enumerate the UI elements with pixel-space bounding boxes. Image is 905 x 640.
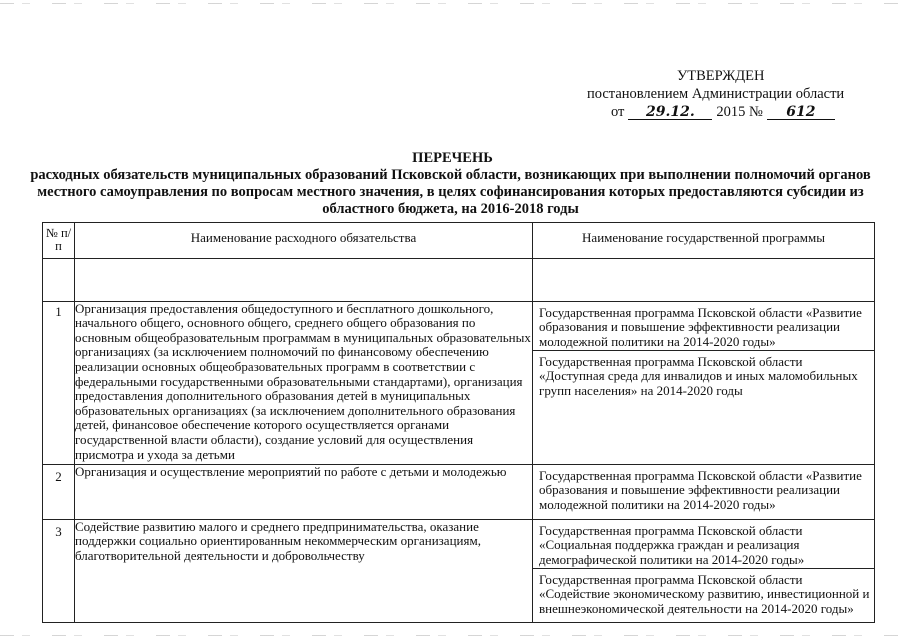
date-prefix: от <box>611 104 625 120</box>
document-subtitle: расходных обязательств муниципальных образований Псковской области, возникающих при выполнении полномочий органов местного самоуправления по вопросам местного значения, в целях софинансирования которых предоставляются субсидии из областного бюджета, на 2016-2018 годы <box>30 167 871 217</box>
handwritten-date: 29.12. <box>628 105 712 120</box>
row-obligation: Организация и осуществление мероприятий по работе с детьми и молодежью <box>75 464 533 519</box>
header-program: Наименование государственной программы <box>533 223 875 259</box>
row-programs <box>533 301 875 464</box>
approved-label: УТВЕРЖДЕН <box>677 68 765 84</box>
handwritten-number: 612 <box>767 105 835 120</box>
row-obligation: Содействие развитию малого и среднего предпринимательства, оказание поддержки социально ориентированным некоммерческим организациям, благотворительной деятельности и добровольчеству <box>75 519 533 623</box>
row-program: Государственная программа Псковской области «Содействие экономическому развитию, инвестиционной и внешнеэкономической деятельности на 2014-2020 годы» <box>533 568 874 623</box>
approval-date-line <box>611 103 873 121</box>
approved-by: постановлением Администрации области <box>587 86 845 102</box>
row-number: 2 <box>43 464 75 519</box>
scan-artifact-bottom <box>0 635 905 636</box>
row-program: Государственная программа Псковской области «Социальная поддержка граждан и реализация демографической политики на 2014-2020 годы» <box>539 522 805 567</box>
row-programs <box>533 464 875 519</box>
table-row <box>43 519 875 623</box>
row-program: Государственная программа Псковской области «Развитие образования и повышение эффективности реализации молодежной политики на 2014-2020 годы» <box>539 467 862 512</box>
row-obligation: Организация предоставления общедоступного и бесплатного дошкольного, начального общего, основного общего, среднего общего образования по основным общеобразовательным программам в муниципальных образовательных организациях (за исключением полномочий по финансовому обеспечению реализации основных общеобразовательных программ в соответствии с федеральными государственными образовательными стандартами), организация предоставления дополнительного образования детей в муниципальных образовательных организациях (за исключением дополнительного образования детей, финансовое обеспечение которого осуществляется органами государственной власти области), создание условий для осуществления присмотра и ухода за детьми <box>75 301 533 464</box>
scan-artifact-top <box>0 3 905 4</box>
row-programs <box>533 519 875 623</box>
row-number: 1 <box>43 301 75 464</box>
obligations-table <box>42 222 875 623</box>
year-number-label: 2015 № <box>716 104 763 120</box>
table-spacer-row <box>43 258 875 301</box>
header-obligation: Наименование расходного обязательства <box>75 223 533 259</box>
row-program: Государственная программа Псковской области «Развитие образования и повышение эффективности реализации молодежной политики на 2014-2020 годы» <box>539 304 862 349</box>
document-title: ПЕРЕЧЕНЬ <box>412 150 493 166</box>
row-program: Государственная программа Псковской области «Доступная среда для инвалидов и иных маломобильных групп населения» на 2014-2020 годы <box>533 350 874 405</box>
row-number: 3 <box>43 519 75 623</box>
table-header-row <box>43 223 875 259</box>
approval-block <box>583 67 873 121</box>
table-row <box>43 301 875 464</box>
table-row <box>43 464 875 519</box>
header-number: № п/п <box>43 223 75 259</box>
